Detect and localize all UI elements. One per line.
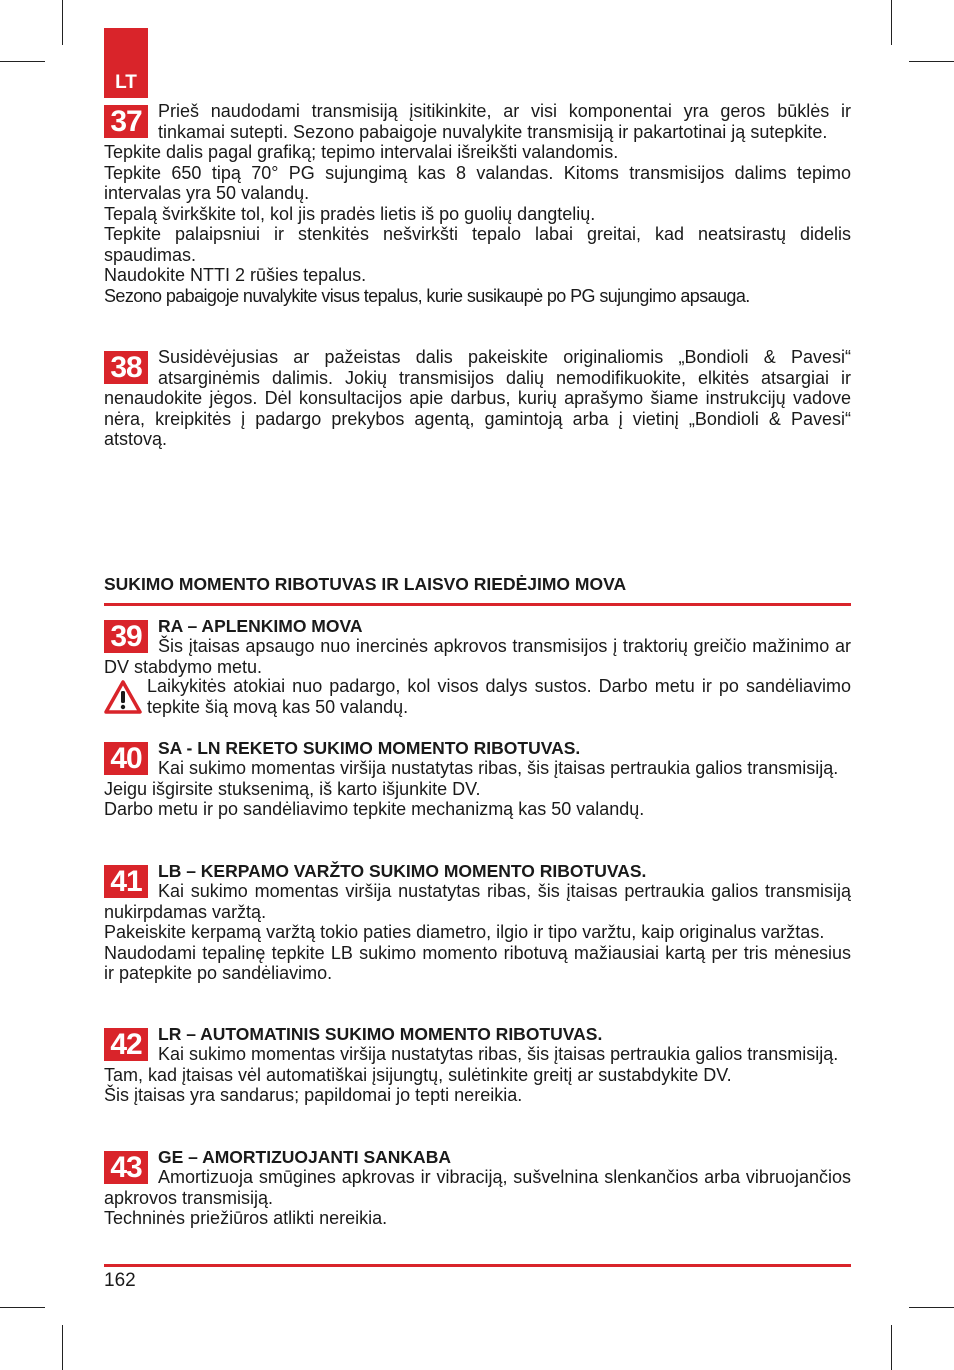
section-number-badge: 42 [104, 1028, 148, 1061]
crop-mark [62, 1325, 63, 1370]
section-title: LR – AUTOMATINIS SUKIMO MOMENTO RIBOTUVAS. [158, 1024, 603, 1044]
paragraph: Kai sukimo momentas viršija nustatytas ribas, šis įtaisas pertraukia galios transmisiją nukirpdamas varžtą. [104, 881, 851, 922]
section-title: LB – KERPAMO VARŽTO SUKIMO MOMENTO RIBOTUVAS. [158, 861, 647, 881]
paragraph: Tepkite palaipsniui ir stenkitės nešvirkšti tepalo labai greitai, kad neatsirastų didelis spaudimas. [104, 224, 851, 265]
paragraph: Darbo metu ir po sandėliavimo tepkite mechanizmą kas 50 valandų. [104, 799, 645, 819]
paragraph: Šis įtaisas apsaugo nuo inercinės apkrovos transmisijos į traktorių greičio mažinimo ar DV stabdymo metu. [104, 636, 851, 677]
paragraph: Sezono pabaigoje nuvalykite visus tepalus, kurie susikaupė po PG sujungimo apsauga. [104, 285, 750, 306]
language-tab [104, 28, 148, 98]
warning-text: Laikykitės atokiai nuo padargo, kol visos dalys sustos. Darbo metu ir po sandėliavimo tepkite šią movą kas 50 valandų. [147, 676, 851, 717]
section-number-badge: 43 [104, 1151, 148, 1184]
section-number-badge: 37 [104, 105, 148, 138]
section-41 [104, 861, 851, 984]
crop-mark [62, 0, 63, 45]
section-38 [104, 347, 851, 450]
section-39 [104, 616, 851, 677]
crop-mark [891, 0, 892, 45]
crop-mark [0, 1307, 45, 1308]
section-number-badge: 41 [104, 865, 148, 898]
section-40 [104, 738, 851, 820]
language-code: LT [115, 72, 137, 93]
paragraph: Susidėvėjusias ar pažeistas dalis pakeiskite originaliomis „Bondioli & Pavesi“ atsarginėmis dalimis. Jokių transmisijos dalių nemodifikuokite, elkitės atsargiai ir nenaudokite jėgos. Dėl konsultacijos apie darbus, kurių aprašymo šiame instrukcijų vadove nėra, kreipkitės į padargo prekybos agentą, gamintoją arba į vietinį „Bondioli & Pavesi“ atstovą. [104, 347, 851, 449]
section-number-badge: 38 [104, 351, 148, 384]
paragraph: Kai sukimo momentas viršija nustatytas ribas, šis įtaisas pertraukia galios transmisiją. [158, 758, 839, 778]
paragraph: Prieš naudodami transmisiją įsitikinkite, ar visi komponentai yra geros būklės ir tinkamai sutepti. Sezono pabaigoje nuvalykite transmisiją ir pakartotinai ją sutepkite. [158, 101, 851, 142]
paragraph: Tepkite dalis pagal grafiką; tepimo intervalai išreikšti valandomis. [104, 142, 619, 162]
paragraph: Amortizuoja smūgines apkrovas ir vibraciją, sušvelnina slenkančios arba vibruojančios apkrovos transmisiją. [104, 1167, 851, 1208]
crop-mark [909, 61, 954, 62]
section-42 [104, 1024, 851, 1106]
section-title: GE – AMORTIZUOJANTI SANKABA [158, 1147, 451, 1167]
paragraph: Kai sukimo momentas viršija nustatytas ribas, šis įtaisas pertraukia galios transmisiją. [158, 1044, 839, 1064]
heading-rule [104, 603, 851, 606]
section-title: SA - LN REKETO SUKIMO MOMENTO RIBOTUVAS. [158, 738, 581, 758]
footer-rule [104, 1264, 851, 1267]
paragraph: Techninės priežiūros atlikti nereikia. [104, 1208, 388, 1228]
section-number-badge: 40 [104, 742, 148, 775]
section-37 [104, 101, 851, 306]
paragraph: Naudodami tepalinę tepkite LB sukimo momento ribotuvą mažiausiai kartą per tris mėnesius ir patepkite po sandėliavimo. [104, 942, 851, 983]
warning-note [104, 676, 851, 717]
crop-mark [909, 1307, 954, 1308]
paragraph: Jeigu išgirsite stuksenimą, iš karto išjunkite DV. [104, 778, 481, 799]
crop-mark [0, 61, 45, 62]
paragraph: Šis įtaisas yra sandarus; papildomai jo tepti nereikia. [104, 1085, 523, 1105]
section-heading: SUKIMO MOMENTO RIBOTUVAS IR LAISVO RIEDĖJIMO MOVA [104, 574, 627, 594]
paragraph: Naudokite NTTI 2 rūšies tepalus. [104, 265, 367, 285]
paragraph: Tam, kad įtaisas vėl automatiškai įsijungtų, sulėtinkite greitį ar sustabdykite DV. [104, 1064, 732, 1085]
warning-icon [104, 680, 142, 714]
section-43 [104, 1147, 851, 1229]
section-number-badge: 39 [104, 620, 148, 653]
paragraph: Pakeiskite kerpamą varžtą tokio paties diametro, ilgio ir tipo varžtu, kaip originalus varžtas. [104, 922, 825, 942]
paragraph: Tepkite 650 tipą 70° PG sujungimą kas 8 valandas. Kitoms transmisijos dalims tepimo intervalas yra 50 valandų. [104, 162, 851, 203]
section-title: RA – APLENKIMO MOVA [158, 616, 363, 636]
crop-mark [891, 1325, 892, 1370]
paragraph: Tepalą švirkškite tol, kol jis pradės lietis iš po guolių dangtelių. [104, 203, 596, 224]
page-number: 162 [104, 1270, 136, 1291]
